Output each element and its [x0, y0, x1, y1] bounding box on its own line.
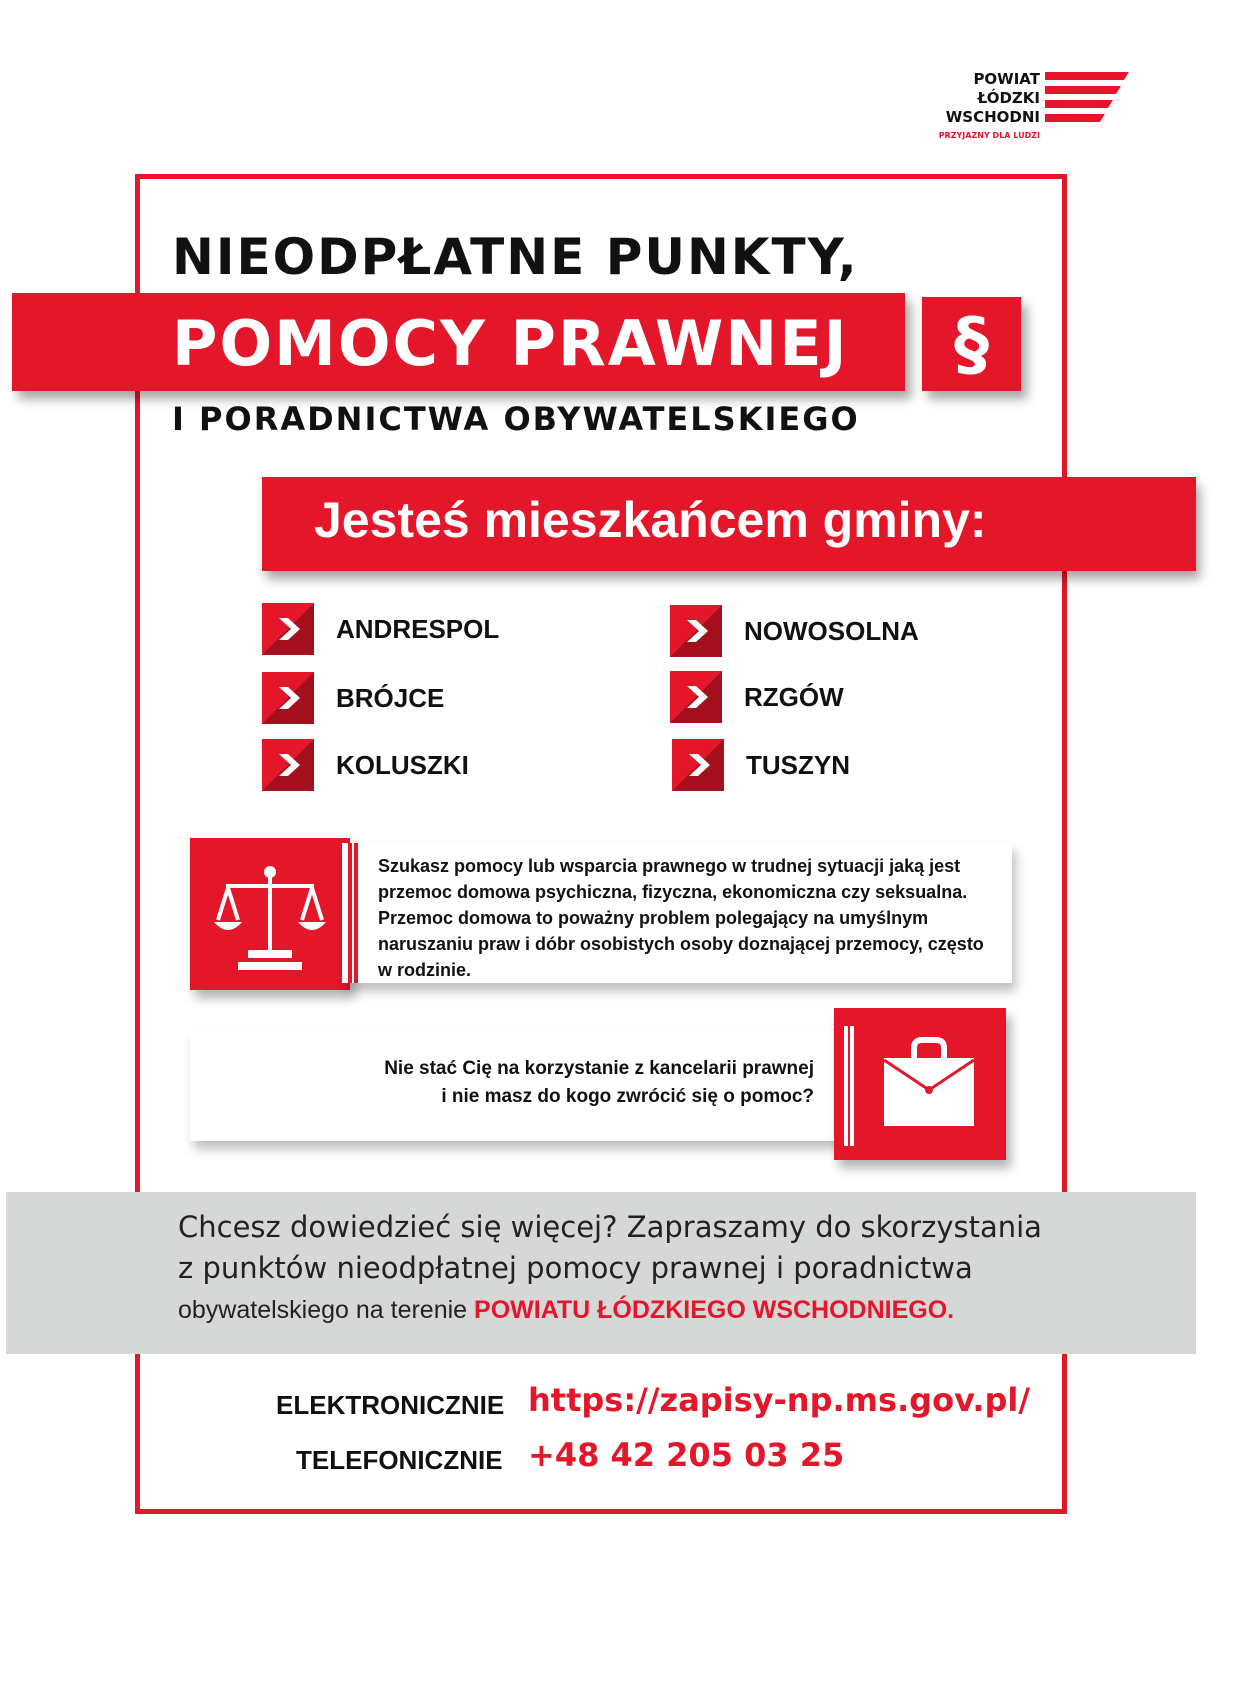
- question-text: Jesteś mieszkańcem gminy:: [314, 492, 987, 548]
- gmina-item: [262, 672, 444, 724]
- gmina-item: [262, 739, 469, 791]
- chevron-right-icon: [670, 605, 722, 657]
- gmina-name: BRÓJCE: [336, 682, 445, 713]
- divider: [348, 843, 358, 983]
- logo-tagline: PRZYJAZNY DLA LUDZI: [938, 131, 1040, 140]
- logo-line-3: WSCHODNI: [945, 108, 1040, 126]
- chevron-right-icon: [672, 739, 724, 791]
- phone-number-link[interactable]: +48 42 205 03 25: [528, 1436, 845, 1474]
- logo-text: [946, 70, 1040, 127]
- invitation-line-2: z punktów nieodpłatnej pomocy prawnej i poradnictwa: [178, 1251, 973, 1285]
- powiat-logo: [938, 70, 1135, 140]
- chevron-right-icon: [262, 603, 314, 655]
- online-label: ELEKTRONICZNIE: [276, 1390, 505, 1420]
- scales-icon: [190, 838, 350, 990]
- gmina-name: ANDRESPOL: [336, 613, 500, 644]
- gmina-item: [672, 739, 850, 791]
- chevron-right-icon: [262, 672, 314, 724]
- briefcase-icon: [834, 1008, 1006, 1160]
- question-banner: [262, 477, 1196, 571]
- paragraph-icon: §: [922, 297, 1021, 391]
- invitation-line-1: Chcesz dowiedzieć się więcej? Zapraszamy do skorzystania: [178, 1210, 1042, 1244]
- gmina-name: TUSZYN: [746, 749, 850, 780]
- violence-info-text: Szukasz pomocy lub wsparcia prawnego w trudnej sytuacji jaką jest przemoc domowa psychiczna, fizyczna, ekonomiczna czy seksualna. Przemoc domowa to poważny problem polegający na umyślnym naruszaniu praw i dóbr osobistych osoby doznającej przemocy, często w rodzinie.: [378, 856, 984, 980]
- invitation-band: [6, 1192, 1196, 1354]
- gmina-name: RZGÓW: [744, 681, 844, 712]
- gmina-name: NOWOSOLNA: [744, 615, 919, 646]
- money-info-card: [190, 1028, 840, 1141]
- phone-label: TELEFONICZNIE: [296, 1445, 503, 1475]
- money-info-line-1: Nie stać Cię na korzystanie z kancelarii prawnej: [384, 1058, 814, 1079]
- money-info-line-2: i nie masz do kogo zwrócić się o pomoc?: [441, 1086, 814, 1107]
- violence-info-card: [342, 843, 1012, 983]
- chevron-right-icon: [670, 671, 722, 723]
- gmina-item: [262, 603, 499, 655]
- title-line-1: NIEODPŁATNE PUNKTY,: [172, 228, 859, 286]
- gmina-item: [670, 605, 919, 657]
- title-band: [12, 293, 905, 391]
- invitation-highlight: POWIATU ŁÓDZKIEGO WSCHODNIEGO.: [474, 1296, 955, 1324]
- online-url-link[interactable]: https://zapisy-np.ms.gov.pl/: [528, 1381, 1031, 1419]
- title-line-2: POMOCY PRAWNEJ: [172, 307, 849, 380]
- title-line-3: I PORADNICTWA OBYWATELSKIEGO: [172, 400, 860, 438]
- logo-stripes-icon: [1045, 72, 1133, 130]
- money-info-text: [384, 1055, 814, 1111]
- invitation-line-3: [178, 1296, 954, 1325]
- gmina-item: [670, 671, 844, 723]
- logo-line-1: POWIAT: [973, 70, 1040, 88]
- invitation-line-3-prefix: obywatelskiego na terenie: [178, 1296, 475, 1324]
- chevron-right-icon: [262, 739, 314, 791]
- logo-line-2: ŁÓDZKI: [977, 89, 1040, 107]
- divider: [844, 1026, 854, 1146]
- gmina-name: KOLUSZKI: [336, 749, 469, 780]
